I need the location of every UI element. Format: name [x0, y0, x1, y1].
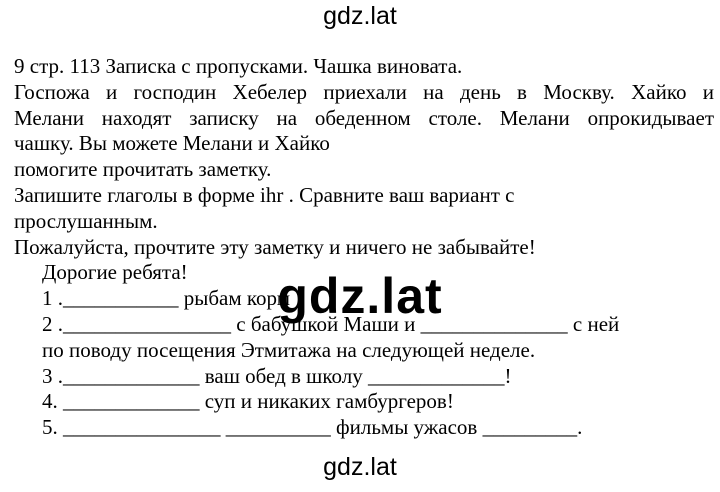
note-item: 5. _______________ __________ фильмы ужасов _________. [42, 415, 583, 440]
task-text-line: чашку. Вы можете Мелани и Хайко [14, 131, 330, 156]
watermark-middle: gdz.lat [277, 268, 443, 324]
note-item: 2 .________________ с бабушкой Маши и ______________ с ней [42, 311, 620, 336]
task-text-line: Запишите глаголы в форме ihr . Сравните ваш вариант с [14, 182, 515, 207]
task-text-line: прослушанным. [14, 208, 158, 233]
note-item: 1 .___________ рыбам корм [42, 286, 291, 311]
task-title: 9 стр. 113 Записка с пропусками. Чашка виновата. [14, 54, 463, 78]
document-text [14, 54, 714, 441]
note-item-continuation: по поводу посещения Этмитажа на следующей неделе. [42, 337, 536, 362]
task-text-line: помогите прочитать заметку. [14, 157, 272, 182]
watermark-top: gdz.lat [323, 2, 397, 30]
note-item: 3 ._____________ ваш обед в школу _____________! [42, 363, 512, 388]
note-greeting: Дорогие ребята! [42, 260, 188, 285]
note-item: 4. _____________ суп и никаких гамбургеров! [42, 389, 454, 414]
task-text-line: Мелани находят записку на обеденном столе. Мелани опрокидывает [14, 105, 714, 130]
task-text-line: Пожалуйста, прочтите эту заметку и ничего не забывайте! [14, 234, 536, 259]
watermark-bottom: gdz.lat [323, 453, 397, 481]
task-text-line: Госпожа и господин Хебелер приехали на день в Москву. Хайко и [14, 79, 714, 104]
